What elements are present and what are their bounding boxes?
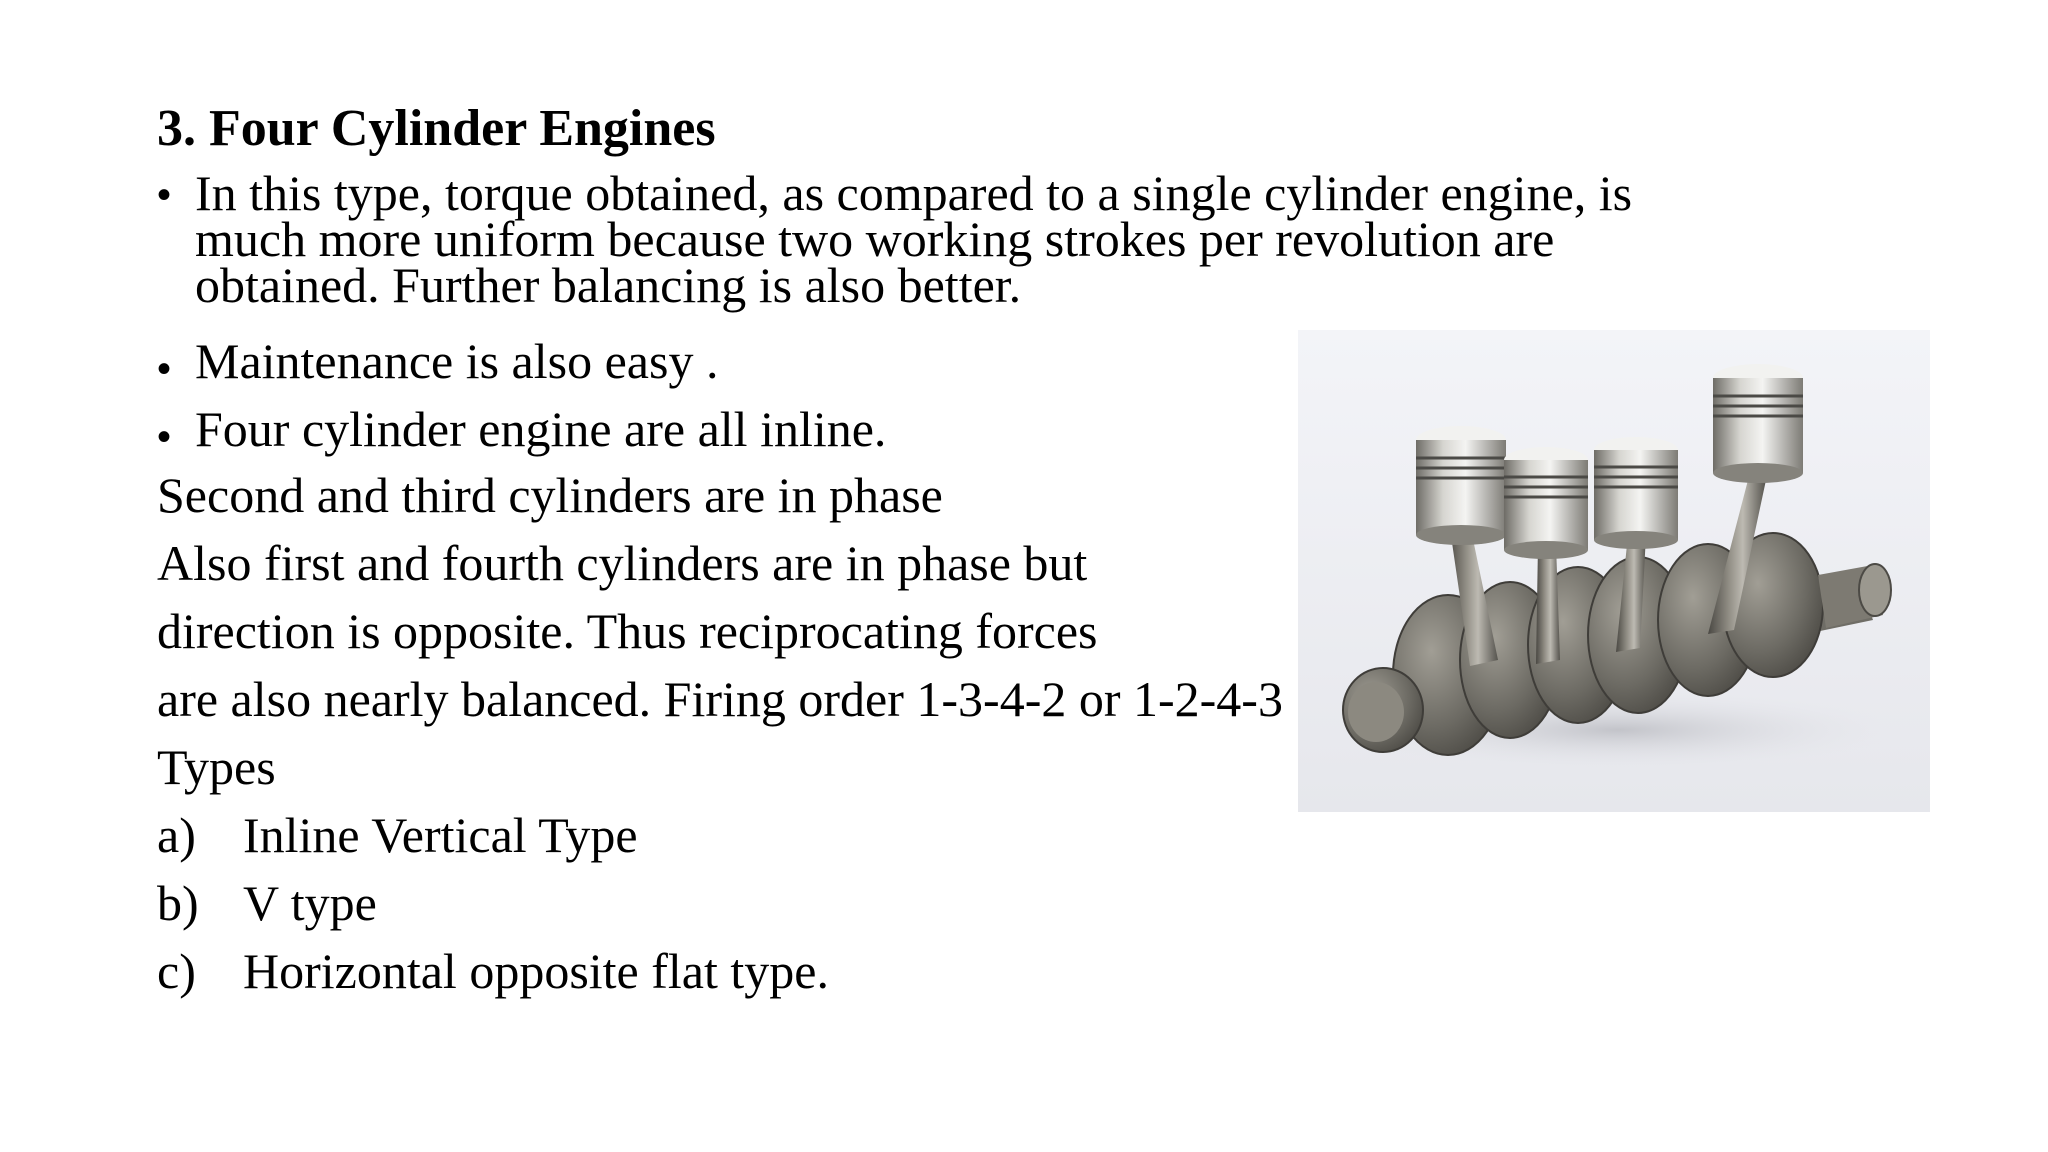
bullet-icon: • bbox=[157, 173, 172, 217]
piston-1 bbox=[1416, 426, 1506, 545]
paragraph-line: Also first and fourth cylinders are in phase but bbox=[157, 535, 1088, 591]
paragraph-line: direction is opposite. Thus reciprocating forces bbox=[157, 603, 1098, 659]
bullet-text: Four cylinder engine are all inline. bbox=[195, 401, 887, 457]
piston-2 bbox=[1504, 447, 1588, 559]
list-item-text: V type bbox=[243, 875, 377, 931]
bullet-line: obtained. Further balancing is also better. bbox=[195, 257, 1022, 313]
piston-3 bbox=[1594, 437, 1678, 549]
paragraph-line: are also nearly balanced. Firing order 1-3-4-2 or 1-2-4-3 bbox=[157, 671, 1283, 727]
list-marker: a) bbox=[157, 807, 196, 863]
bullet-text bbox=[195, 165, 1633, 313]
bullet-icon: • bbox=[157, 347, 172, 391]
list-item-text: Horizontal opposite flat type. bbox=[243, 943, 829, 999]
bullet-line: much more uniform because two working strokes per revolution are bbox=[195, 211, 1555, 267]
list-item-text: Inline Vertical Type bbox=[243, 807, 638, 863]
bullet-line: In this type, torque obtained, as compared to a single cylinder engine, is bbox=[195, 165, 1633, 221]
types-heading: Types bbox=[157, 739, 276, 795]
slide-title: 3. Four Cylinder Engines bbox=[157, 100, 716, 157]
piston-4 bbox=[1713, 364, 1803, 483]
bullet-icon: • bbox=[157, 415, 172, 459]
list-marker: c) bbox=[157, 943, 196, 999]
paragraph-line: Second and third cylinders are in phase bbox=[157, 467, 943, 523]
four-cylinder-crankshaft-with-pistons-icon bbox=[1298, 330, 1930, 812]
bullet-text: Maintenance is also easy . bbox=[195, 333, 719, 389]
crankshaft-pistons-image bbox=[1298, 330, 1930, 812]
list-marker: b) bbox=[157, 875, 199, 931]
